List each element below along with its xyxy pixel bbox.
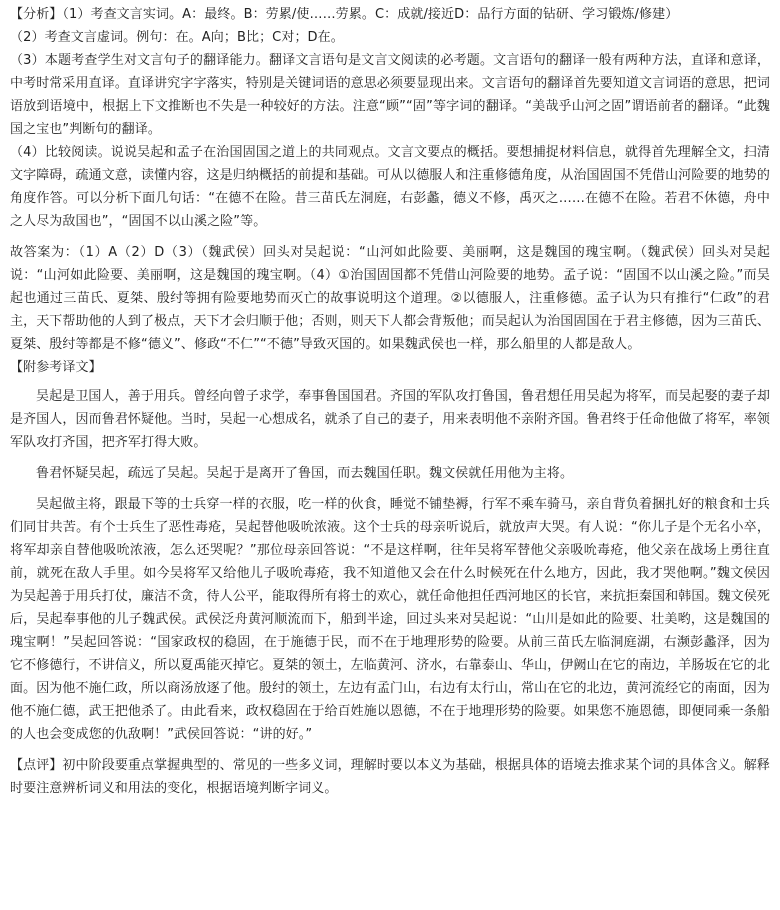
translation-paragraph-3: 吴起做主将，跟最下等的士兵穿一样的衣服，吃一样的伙食，睡觉不铺垫褥，行军不乘车骑马，亲自背负着捆扎好的粮食和士兵们同甘共苦。有个士兵生了恶性毒疮，吴起替他吸吮浓液。这个士兵的母亲听说后，就放声大哭。有人说：“你儿子是个无名小卒，将军却亲自替他吸吮浓液，怎么还哭呢？”那位母亲回答说：“不是这样啊，往年吴将军替他父亲吸吮毒疮，他父亲在战场上勇往直前，就死在敌人手里。如今吴将军又给他儿子吸吮毒疮，我不知道他又会在什么时候死在什么地方，因此，我才哭他啊。”魏文侯因为吴起善于用兵打仗，廉洁不贪，待人公平，能取得所有将士的欢心，就任命他担任西河地区的长官，来抗拒秦国和韩国。魏文侯死后，吴起奉事他的儿子魏武侯。武侯泛舟黄河顺流而下，船到半途，回过头来对吴起说：“山川是如此的险要、壮美哟，这是魏国的瑰宝啊！”吴起回答说：“国家政权的稳固，在于施德于民，而不在于地理形势的险要。从前三苗氏左临洞庭湖，右濒彭蠡泽，因为它不修德行，不讲信义，所以夏禹能灭掉它。夏桀的领土，左临黄河、济水，右靠泰山、华山，伊阙山在它的南边，羊肠坂在它的北面。因为他不施仁政，所以商汤放逐了他。殷纣的领土，左边有孟门山，右边有太行山，常山在它的北边，黄河流经它的南面，因为他不施仁德，武王把他杀了。由此看来，政权稳固在于给百姓施以恩德，不在于地理形势的险要。如果您不施恩德，即便同乘一条船的人也会变成您的仇敌啊！”武侯回答说：“讲的好。” [10,497,770,742]
analysis-line-2: （2）考查文言虚词。例句：在。A向；B比；C对；D在。 [10,30,344,45]
translation-paragraph-2: 鲁君怀疑吴起，疏远了吴起。吴起于是离开了鲁国，而去魏国任职。魏文侯就任用他为主将。 [36,466,574,481]
comment-text: 【点评】初中阶段要重点掌握典型的、常见的一些多义词，理解时要以本义为基础，根据具体的语境去推求某个词的具体含义。解释时要注意辨析词义和用法的变化，根据语境判断字词义。 [10,758,770,796]
translation-heading: 【附参考译文】 [10,360,102,375]
analysis-section [10,3,770,233]
answer-text: 故答案为：（1）A（2）D（3）（魏武侯）回头对吴起说：“山河如此险要、美丽啊，这是魏国的瑰宝啊。（魏武侯）回头对吴起说：“山河如此险要、美丽啊，这是魏国的瑰宝啊。（4）①治国固国都不凭借山河险要的地势。孟子说：“固国不以山溪之险。”而吴起也通过三苗氏、夏桀、殷纣等拥有险要地势而灭亡的故事说明这个道理。②以德服人，注重修德。孟子认为只有推行“仁政”的君主，天下帮助他的人到了极点，天下才会归顺于他；否则，则天下人都会背叛他；而吴起认为治国固国在于君主修德，因为三苗氏、夏桀、殷纣等都是不修“德义”、修政“不仁”“不德”导致灭国的。如果魏武侯也一样，那么船里的人都是敌人。 [10,245,770,352]
answer-section [10,241,770,356]
translation-paragraph-1: 吴起是卫国人，善于用兵。曾经向曾子求学，奉事鲁国国君。齐国的军队攻打鲁国，鲁君想任用吴起为将军，而吴起娶的妻子却是齐国人，因而鲁君怀疑他。当时，吴起一心想成名，就杀了自己的妻子，用来表明他不亲附齐国。鲁君终于任命他做了将军，率领军队攻打齐国，把齐军打得大败。 [10,389,770,450]
translation-section [10,356,770,746]
analysis-line-4: （4）比较阅读。说说吴起和孟子在治国固国之道上的共同观点。文言文要点的概括。要想捕捉材料信息，就得首先理解全文，扫清文字障碍，疏通文意，读懂内容，这是归纳概括的前提和基础。可从以德服人和注重修德角度，从治国固国不凭借山河险要的地势的角度作答。可以分析下面几句话：“在德不在险。昔三苗氏左洞庭，右彭蠡，德义不修，禹灭之……在德不在险。若君不休德，舟中之人尽为敌国也”，“固国不以山溪之险”等。 [10,145,770,229]
analysis-line-1: 【分析】（1）考查文言实词。A：最终。B：劳累/使……劳累。C：成就/接近D：品行方面的钻研、学习锻炼/修建） [10,7,679,22]
comment-section [10,754,770,800]
analysis-line-3: （3）本题考查学生对文言句子的翻译能力。翻译文言语句是文言文阅读的必考题。文言语句的翻译一般有两种方法，直译和意译，中考时常采用直译。直译讲究字字落实，特别是关键词语的意思必须要显现出来。文言语句的翻译首先要知道文言词语的意思，把词语放到语境中，根据上下文推断也不失是一种较好的方法。注意“顾”“固”等字词的翻译。“美哉乎山河之固”谓语前者的翻译。“此魏国之宝也”判断句的翻译。 [10,53,770,137]
